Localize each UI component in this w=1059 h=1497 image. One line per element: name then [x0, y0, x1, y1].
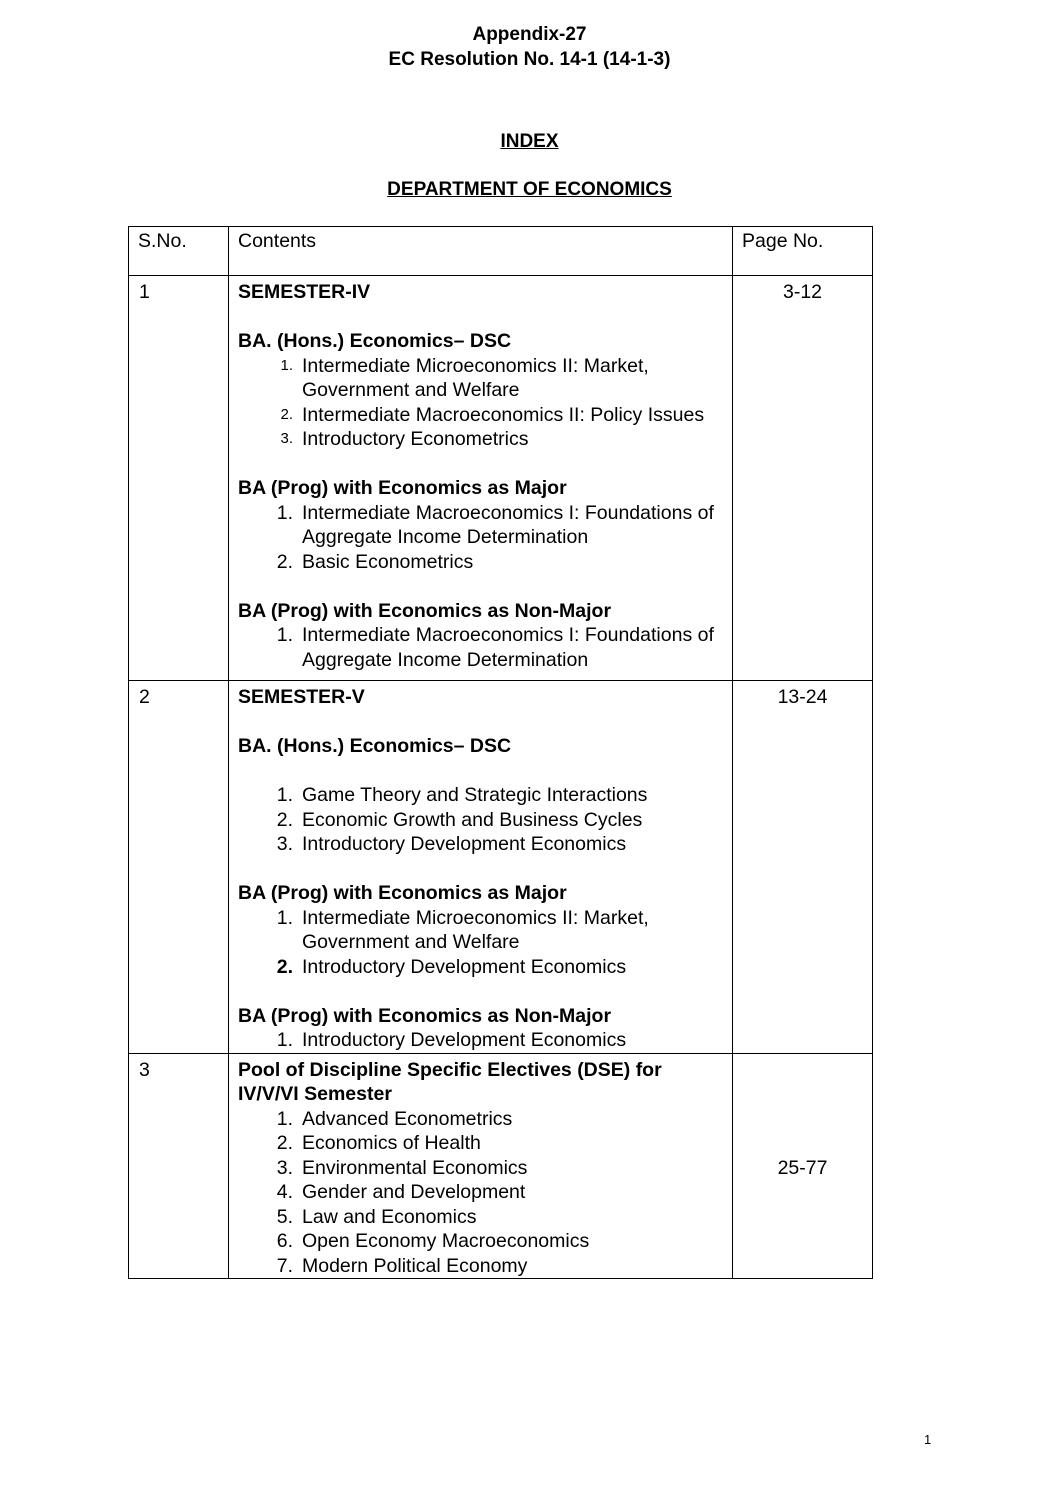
- list-item: [238, 427, 722, 452]
- group-heading: BA (Prog) with Economics as Non-Major: [238, 1004, 612, 1027]
- row-title: Pool of Discipline Specific Electives (DSE) for IV/V/VI Semester: [238, 1058, 662, 1105]
- group-heading: BA. (Hons.) Economics– DSC: [238, 330, 512, 352]
- item-number: 2.: [276, 550, 293, 573]
- course-list: [238, 1107, 722, 1279]
- course-list: [238, 906, 722, 980]
- list-item: [238, 1229, 722, 1254]
- index-title: [0, 131, 1059, 153]
- page-number: 1: [924, 1432, 932, 1447]
- item-number: 4.: [276, 1181, 293, 1203]
- resolution-label: EC Resolution No. 14-1 (14-1-3): [388, 49, 671, 70]
- item-text: Advanced Econometrics: [302, 1107, 513, 1130]
- item-text: Modern Political Economy: [302, 1254, 528, 1277]
- list-item: [238, 1254, 722, 1279]
- item-number: 1.: [276, 624, 293, 646]
- department-title-text: DEPARTMENT OF ECONOMICS: [387, 179, 672, 200]
- item-text: Intermediate Microeconomics II: Market, Government and Welfare: [302, 906, 649, 953]
- item-number: 2.: [276, 1132, 293, 1154]
- list-item: [238, 501, 722, 550]
- row-contents: [229, 1054, 732, 1279]
- item-number: 2.: [276, 808, 293, 831]
- col-header-sno: S.No.: [138, 230, 187, 252]
- row-sno: 1: [139, 281, 150, 303]
- item-text: Intermediate Microeconomics II: Market, Government and Welfare: [302, 354, 649, 401]
- item-number: 2.: [280, 405, 293, 423]
- item-number: 1.: [276, 784, 293, 806]
- course-list: [238, 783, 722, 857]
- list-item: [238, 550, 722, 575]
- item-number: 6.: [276, 1230, 293, 1252]
- col-header-page: Page No.: [742, 230, 824, 252]
- list-item: [238, 1205, 722, 1230]
- list-item: [238, 906, 722, 955]
- item-text: Introductory Development Economics: [302, 955, 627, 978]
- item-number: 7.: [276, 1254, 293, 1277]
- list-item: [238, 403, 722, 428]
- item-number: 5.: [276, 1205, 293, 1228]
- item-number: 2.: [276, 955, 293, 978]
- item-text: Intermediate Macroeconomics I: Foundations of Aggregate Income Determination: [302, 624, 714, 671]
- item-number: 1.: [276, 501, 293, 524]
- table-header-row: [129, 227, 873, 276]
- list-item: [238, 808, 722, 833]
- row-title: SEMESTER-IV: [238, 281, 371, 303]
- item-text: Introductory Development Economics: [302, 833, 627, 855]
- row-sno: 3: [139, 1058, 150, 1081]
- row-page-range: 3-12: [782, 281, 823, 303]
- col-header-contents: Contents: [238, 230, 317, 252]
- row-sno: 2: [139, 686, 150, 708]
- course-list: [238, 1028, 722, 1053]
- course-list: [238, 354, 722, 452]
- item-number: 3.: [276, 1156, 293, 1179]
- item-number: 1.: [276, 906, 293, 929]
- course-list: [238, 501, 722, 575]
- course-list: [238, 623, 722, 672]
- spacer: [238, 759, 722, 784]
- list-item: [238, 832, 722, 857]
- item-number: 1.: [276, 1029, 293, 1051]
- table-row: [129, 681, 873, 1054]
- item-text: Intermediate Macroeconomics I: Foundations of Aggregate Income Determination: [302, 501, 714, 548]
- list-item: [238, 1131, 722, 1156]
- item-text: Introductory Development Economics: [302, 1029, 627, 1051]
- item-text: Environmental Economics: [302, 1156, 528, 1179]
- group-heading: BA (Prog) with Economics as Major: [238, 477, 567, 499]
- row-contents: [229, 276, 732, 680]
- row-page-range: 13-24: [777, 686, 828, 708]
- item-number: 3.: [280, 430, 293, 447]
- list-item: [238, 1028, 722, 1053]
- list-item: [238, 623, 722, 672]
- index-title-text: INDEX: [500, 131, 559, 152]
- item-text: Gender and Development: [302, 1181, 526, 1203]
- index-table: [128, 226, 873, 1279]
- item-text: Law and Economics: [302, 1205, 477, 1228]
- item-text: Intermediate Macroeconomics II: Policy Issues: [302, 403, 705, 426]
- department-title: [0, 179, 1059, 201]
- row-page-range: 25-77: [777, 1156, 828, 1179]
- list-item: [238, 783, 722, 808]
- table-row: [129, 276, 873, 681]
- item-text: Game Theory and Strategic Interactions: [302, 784, 648, 806]
- group-heading: BA (Prog) with Economics as Major: [238, 882, 567, 904]
- row-title: SEMESTER-V: [238, 686, 365, 708]
- item-number: 1.: [280, 356, 293, 374]
- item-text: Open Economy Macroeconomics: [302, 1230, 590, 1252]
- table-row: [129, 1053, 873, 1279]
- appendix-label: Appendix-27: [472, 24, 587, 45]
- list-item: [238, 354, 722, 403]
- list-item: [238, 1107, 722, 1132]
- item-text: Basic Econometrics: [302, 550, 474, 573]
- item-text: Introductory Econometrics: [302, 428, 529, 450]
- item-number: 3.: [276, 833, 293, 855]
- group-heading: BA. (Hons.) Economics– DSC: [238, 735, 512, 757]
- item-text: Economic Growth and Business Cycles: [302, 808, 643, 831]
- group-heading: BA (Prog) with Economics as Non-Major: [238, 599, 612, 622]
- list-item: [238, 955, 722, 980]
- item-number: 1.: [276, 1107, 293, 1130]
- list-item: [238, 1180, 722, 1205]
- list-item: [238, 1156, 722, 1181]
- item-text: Economics of Health: [302, 1132, 481, 1154]
- row-contents: [229, 681, 732, 1053]
